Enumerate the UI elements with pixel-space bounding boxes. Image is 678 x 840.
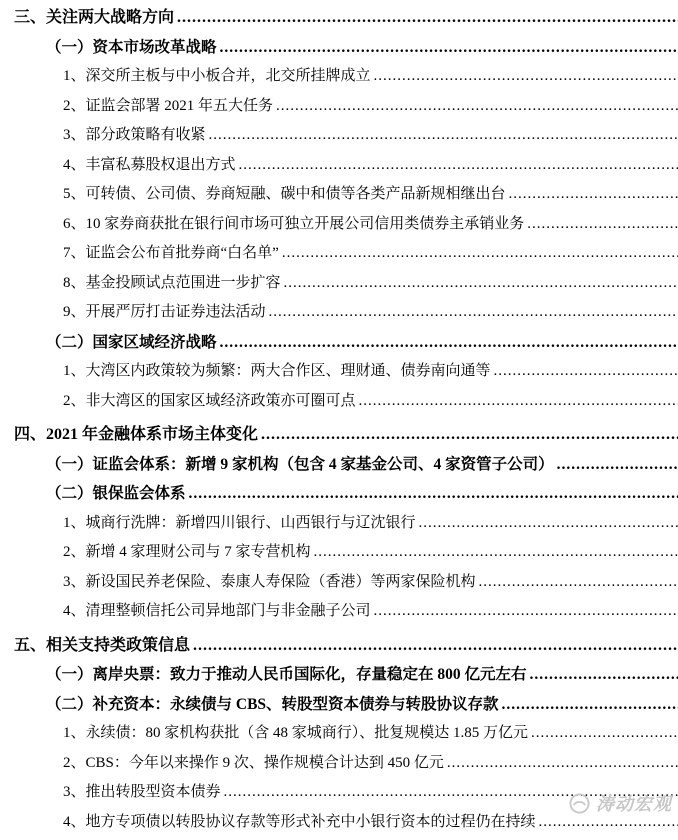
toc-entry — [0, 479, 678, 509]
toc-entry-label: 3、部分政策略有收紧 — [63, 127, 206, 143]
toc-entry-label: 2、CBS：今年以来操作 9 次、操作规模合计达到 450 亿元 — [63, 754, 444, 771]
toc-entry-label: 1、城商行洗牌：新增四川银行、山西银行与辽沈银行 — [63, 514, 416, 531]
toc-entry — [0, 269, 678, 299]
dot-leader — [269, 298, 678, 328]
toc-entry-label: 三、关注两大战略方向 — [14, 9, 175, 26]
dot-leader — [531, 719, 678, 749]
toc-entry — [0, 180, 678, 210]
toc-entry — [0, 33, 678, 63]
dot-leader — [502, 690, 678, 720]
dot-leader — [239, 151, 678, 181]
dot-leader — [509, 180, 678, 210]
toc-entry-label: （二）国家区域经济战略 — [46, 333, 217, 351]
toc-entry-label: 4、地方专项债以转股协议存款等形式补充中小银行资本的过程仍在持续 — [63, 813, 536, 830]
toc-entry-label: 8、基金投顾试点范围进一步扩容 — [63, 274, 281, 291]
dot-leader — [282, 239, 678, 269]
toc-entry — [0, 121, 678, 151]
toc-entry-label: 5、可转债、公司债、券商短融、碳中和债等各类产品新规相继出台 — [63, 186, 506, 202]
dot-leader — [494, 357, 678, 387]
toc-entry — [0, 298, 678, 328]
dot-leader — [284, 269, 678, 299]
toc-entry-label: 1、深交所主板与中小板合并，北交所挂牌成立 — [63, 68, 371, 84]
dot-leader — [177, 3, 678, 33]
toc-entry-label: 4、丰富私募股权退出方式 — [63, 156, 236, 173]
toc-entry-label: 9、开展严厉打击证券违法活动 — [63, 304, 266, 320]
toc-entry — [0, 778, 678, 808]
dot-leader — [209, 121, 678, 151]
toc-entry — [0, 660, 678, 690]
toc-entry-label: 2、非大湾区的国家区域经济政策亦可圈可点 — [63, 392, 356, 409]
toc-entry-label: 3、新设国民养老保险、泰康人寿保险（香港）等两家保险机构 — [63, 573, 476, 590]
toc-entry — [0, 509, 678, 539]
toc-entry — [0, 568, 678, 598]
dot-leader — [359, 387, 678, 417]
dot-leader — [539, 808, 678, 838]
dot-leader — [276, 92, 678, 122]
dot-leader — [261, 420, 678, 450]
toc-entry — [0, 450, 678, 480]
toc-entry — [0, 749, 678, 779]
toc-entry — [0, 328, 678, 358]
dot-leader — [527, 210, 678, 240]
dot-leader — [224, 778, 678, 808]
dot-leader — [189, 479, 678, 509]
dot-leader — [220, 33, 678, 63]
dot-leader — [374, 62, 678, 92]
toc-entry — [0, 387, 678, 417]
toc-entry-label: 6、10 家券商获批在银行间市场可独立开展公司信用类债券主承销业务 — [63, 215, 525, 232]
toc-entry-label: 五、相关支持类政策信息 — [14, 636, 191, 654]
toc-entry-label: （二）补充资本：永续债与 CBS、转股型资本债券与转股协议存款 — [46, 695, 499, 713]
toc-entry-label: （一）资本市场改革战略 — [46, 38, 217, 56]
dot-leader — [374, 597, 678, 627]
toc-entry — [0, 92, 678, 122]
toc-entry-label: 2、新增 4 家理财公司与 7 家专营机构 — [63, 544, 311, 560]
toc-entry — [0, 690, 678, 720]
toc-entry — [0, 538, 678, 568]
toc-entry-label: 4、清理整顿信托公司异地部门与非金融子公司 — [63, 603, 371, 619]
watermark-text: 涛动宏观 — [596, 794, 672, 814]
toc-entry-label: 1、永续债：80 家机构获批（含 48 家城商行）、批复规模达 1.85 万亿元 — [63, 725, 529, 741]
toc-entry — [0, 239, 678, 269]
toc-entry — [0, 808, 678, 838]
toc-entry — [0, 3, 678, 33]
dot-leader — [220, 328, 678, 358]
toc-entry-label: 7、证监会公布首批券商“白名单” — [63, 245, 279, 261]
dot-leader — [530, 660, 678, 690]
toc-entry — [0, 357, 678, 387]
dot-leader — [314, 538, 678, 568]
dot-leader — [419, 509, 678, 539]
toc-entry — [0, 420, 678, 450]
toc-entry — [0, 597, 678, 627]
toc-entry-label: （二）银保监会体系 — [46, 485, 186, 502]
dot-leader — [447, 749, 678, 779]
toc-entry-label: 四、2021 年金融体系市场主体变化 — [14, 426, 259, 443]
toc-entry — [0, 62, 678, 92]
toc-entry — [0, 210, 678, 240]
toc-entry-label: 2、证监会部署 2021 年五大任务 — [63, 97, 274, 114]
toc-entry-label: （一）证监会体系：新增 9 家机构（包含 4 家基金公司、4 家资管子公司） — [46, 455, 554, 473]
dot-leader — [479, 568, 678, 598]
toc-entry-label: （一）离岸央票：致力于推动人民币国际化，存量稳定在 800 亿元左右 — [46, 666, 527, 683]
toc-entry-label: 3、推出转股型资本债券 — [63, 784, 221, 800]
dot-leader — [193, 631, 678, 661]
dot-leader — [557, 450, 678, 480]
toc-entry — [0, 631, 678, 661]
toc-entry-label: 1、大湾区内政策较为频繁：两大合作区、理财通、债券南向通等 — [63, 363, 491, 379]
toc-entry — [0, 719, 678, 749]
toc-entry — [0, 151, 678, 181]
